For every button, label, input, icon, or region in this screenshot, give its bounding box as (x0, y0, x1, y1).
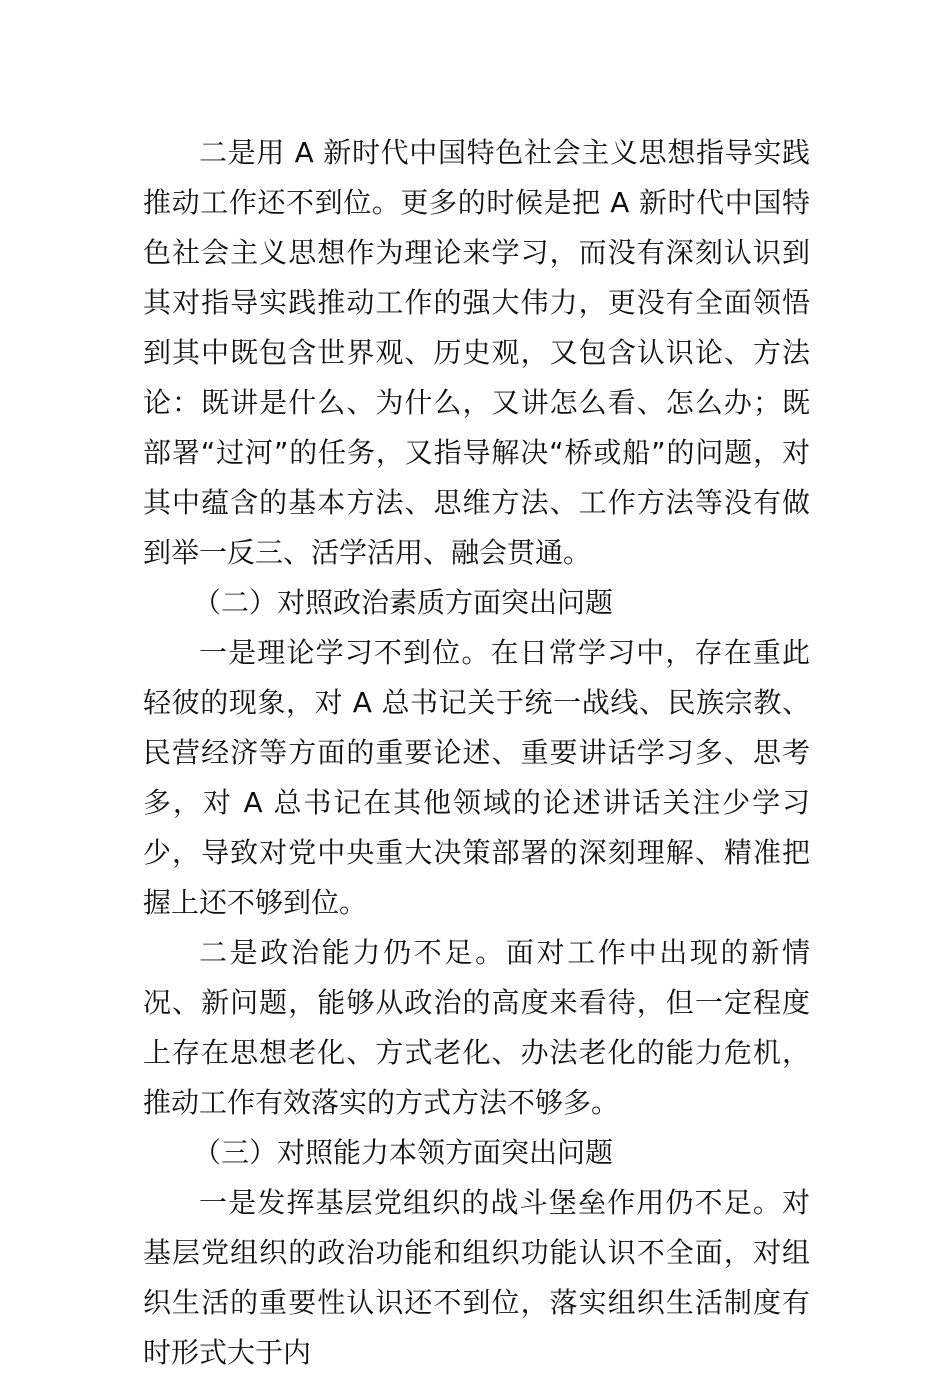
section-heading-capability: （三）对照能力本领方面突出问题 (193, 1136, 614, 1169)
paragraph-theory-study: 一是理论学习不到位。在日常学习中，存在重此轻彼的现象，对 A 总书记关于统一战线、民族宗教、民营经济等方面的重要论述、重要讲话学习多、思考多，对 A 总书记在其他领域的论述讲话关注少学习少，导致对党中央重大决策部署的深刻理解、精准把握上还不够到位。 (143, 636, 810, 919)
document-body (143, 128, 810, 1378)
paragraph-grassroots-party: 一是发挥基层党组织的战斗堡垒作用仍不足。对基层党组织的政治功能和组织功能认识不全面，对组织生活的重要性认识还不到位，落实组织生活制度有时形式大于内 (143, 1186, 810, 1369)
section-heading-political-quality: （二）对照政治素质方面突出问题 (193, 586, 614, 619)
paragraph-guiding-practice: 二是用 A 新时代中国特色社会主义思想指导实践推动工作还不到位。更多的时候是把 A 新时代中国特色社会主义思想作为理论来学习，而没有深刻认识到其对指导实践推动工作的强大伟力，更没有全面领悟到其中既包含世界观、历史观，又包含认识论、方法论：既讲是什么、为什么，又讲怎么看、怎么办；既部署“过河”的任务，又指导解决“桥或船”的问题，对其中蕴含的基本方法、思维方法、工作方法等没有做到举一反三、活学活用、融会贯通。 (143, 136, 810, 569)
paragraph-political-ability: 二是政治能力仍不足。面对工作中出现的新情况、新问题，能够从政治的高度来看待，但一定程度上存在思想老化、方式老化、办法老化的能力危机，推动工作有效落实的方式方法不够多。 (143, 936, 810, 1119)
